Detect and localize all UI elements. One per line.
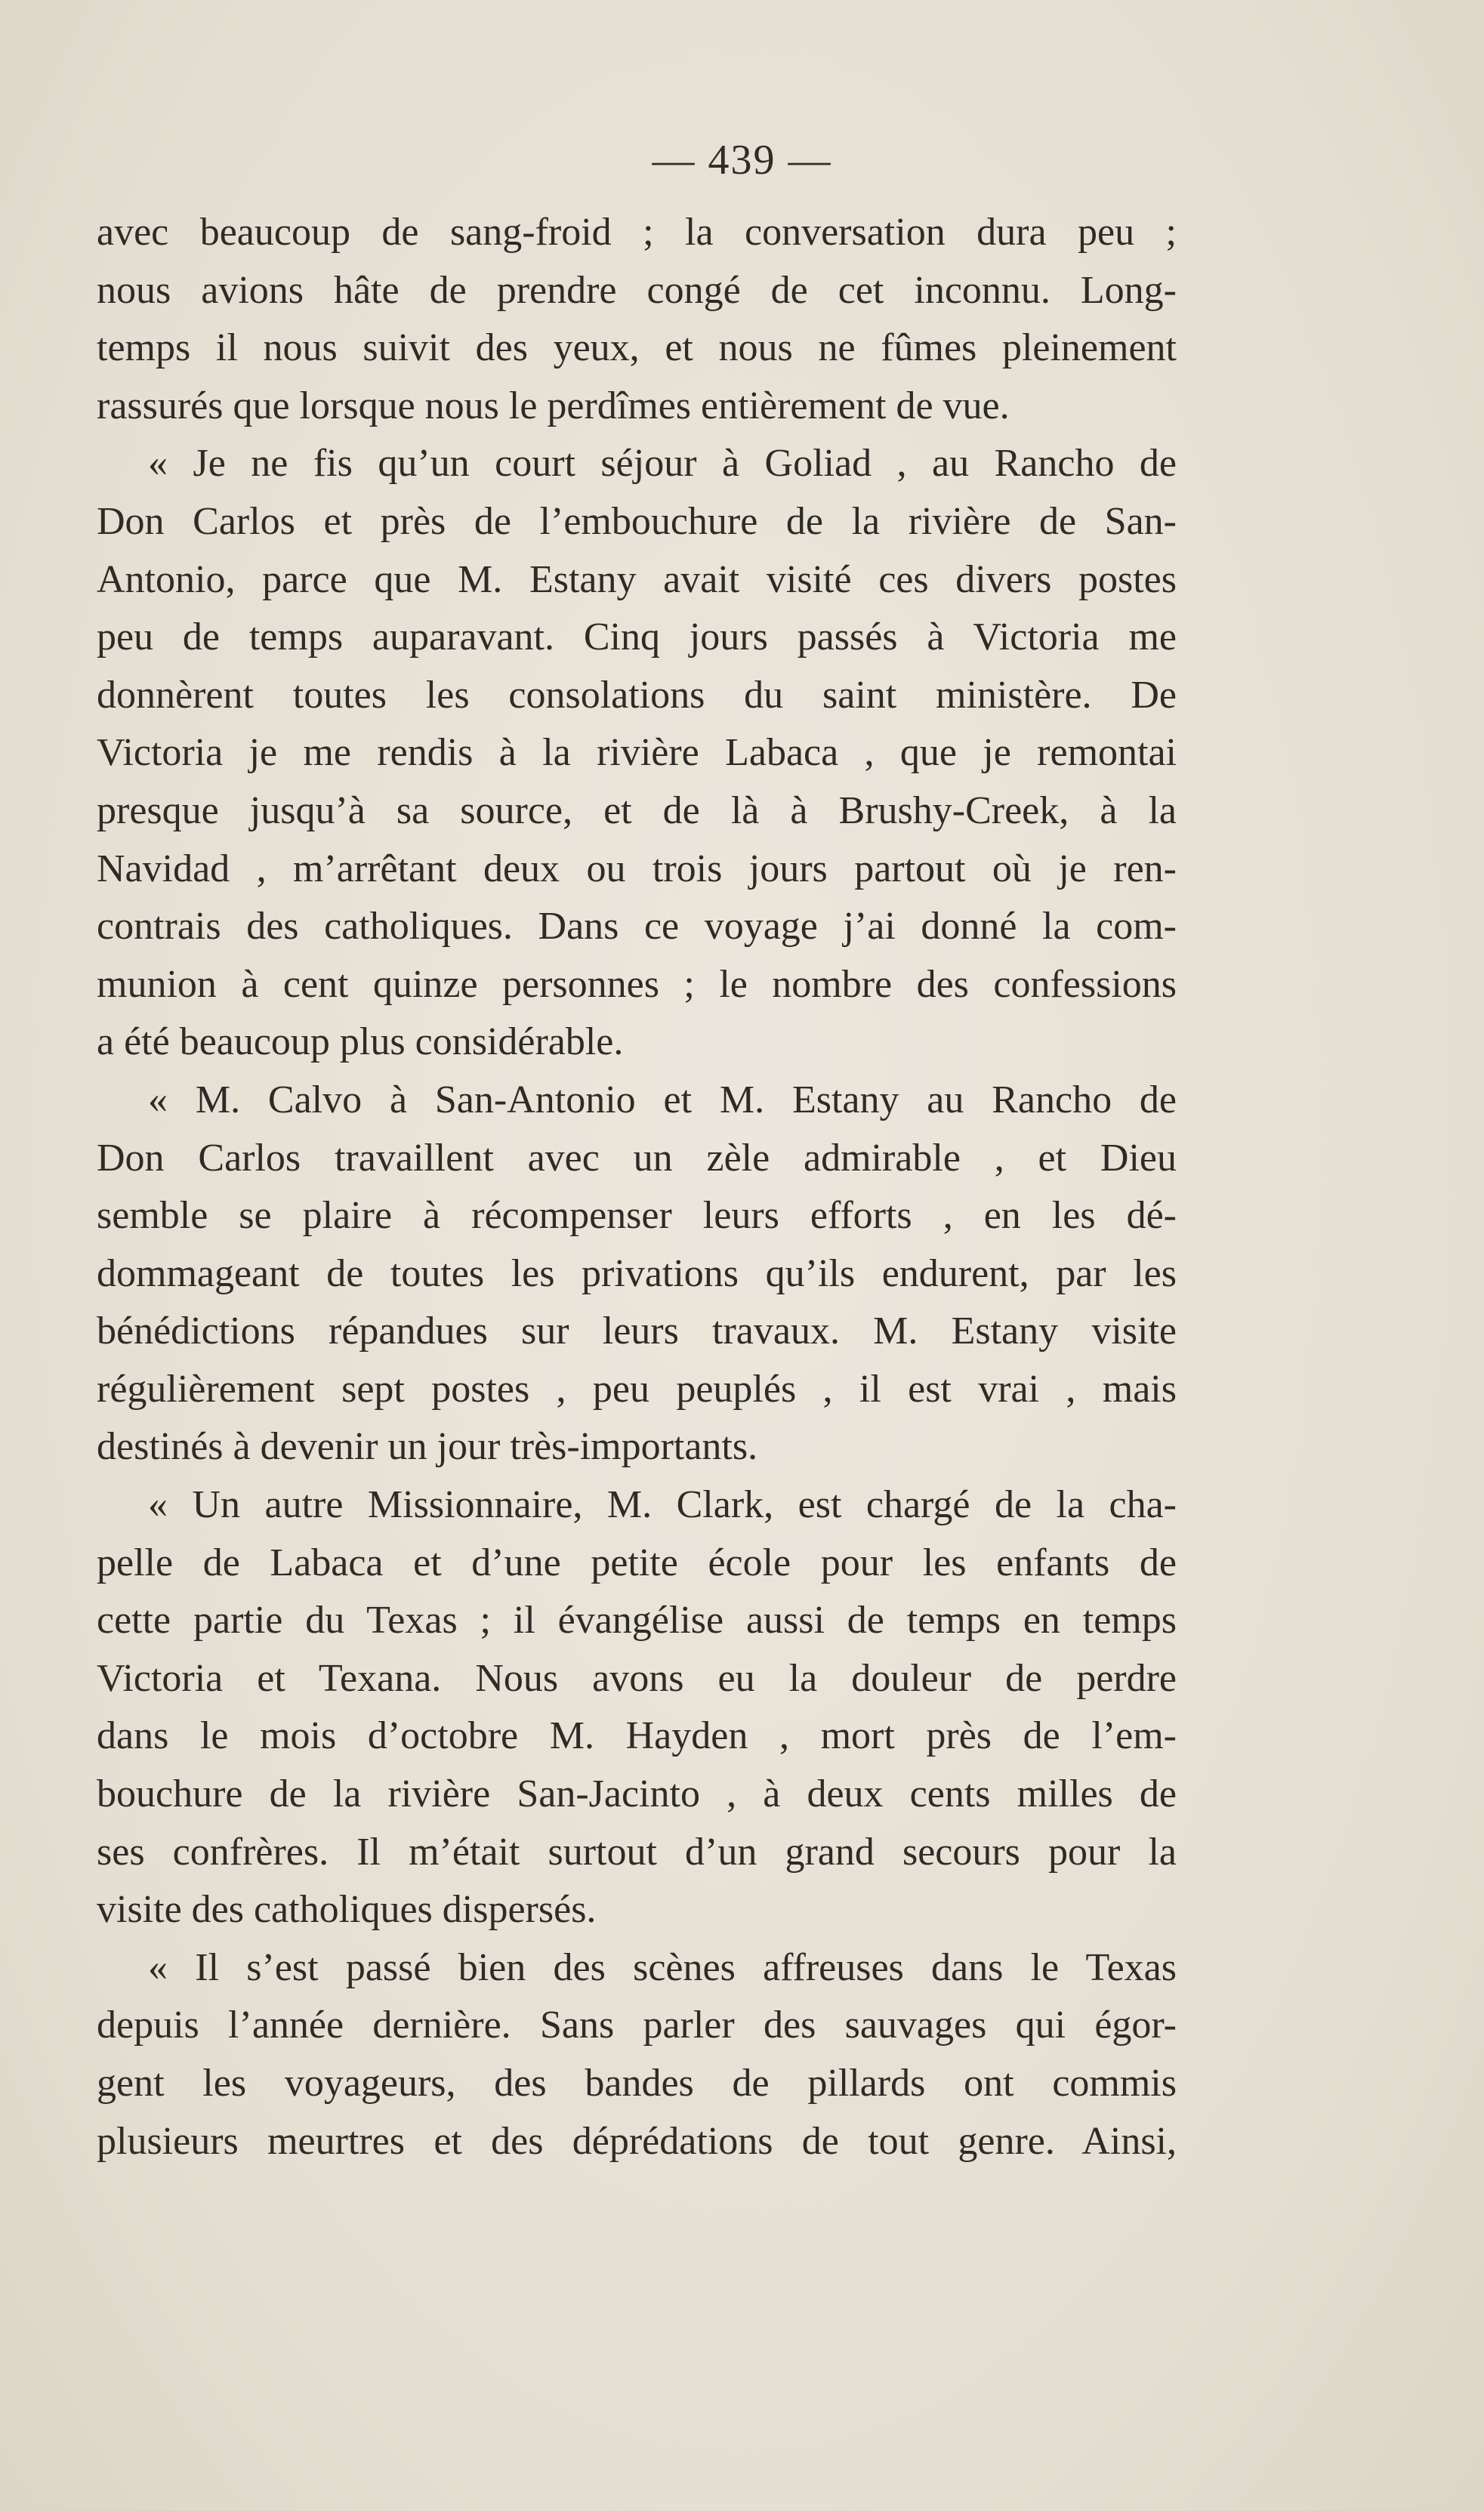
text-line: « M. Calvo à San-Antonio et M. Estany au Rancho de <box>148 1078 1177 1121</box>
text-line: « Il s’est passé bien des scènes affreuses dans le Texas <box>148 1945 1177 1989</box>
text-line: donnèrent toutes les consolations du saint ministère. De <box>97 673 1177 717</box>
text-line: Victoria je me rendis à la rivière Labaca , que je remontai <box>97 731 1177 775</box>
text-line: semble se plaire à récompenser leurs efforts , en les dé- <box>97 1194 1177 1238</box>
text-line: pelle de Labaca et d’une petite école pour les enfants de <box>97 1541 1177 1584</box>
text-line: gent les voyageurs, des bandes de pillards ont commis <box>97 2062 1177 2105</box>
text-line: dommageant de toutes les privations qu’ils endurent, par les <box>97 1251 1177 1295</box>
text-line: a été beaucoup plus considérable. <box>97 1020 624 1064</box>
page-number: — 439 — <box>652 137 832 184</box>
text-line: peu de temps auparavant. Cinq jours passés à Victoria me <box>97 615 1177 659</box>
text-line: Don Carlos travaillent avec un zèle admirable , et Dieu <box>97 1136 1177 1180</box>
text-line: « Je ne fis qu’un court séjour à Goliad , au Rancho de <box>148 442 1177 486</box>
text-line: bouchure de la rivière San-Jacinto , à deux cents milles de <box>97 1772 1177 1816</box>
text-line: Don Carlos et près de l’embouchure de la rivière de San- <box>97 499 1177 543</box>
text-line: régulièrement sept postes , peu peuplés , il est vrai , mais <box>97 1367 1177 1411</box>
text-line: nous avions hâte de prendre congé de cet inconnu. Long- <box>97 268 1177 312</box>
text-line: Antonio, parce que M. Estany avait visité ces divers postes <box>97 557 1177 601</box>
text-line: cette partie du Texas ; il évangélise aussi de temps en temps <box>97 1599 1177 1643</box>
text-line: plusieurs meurtres et des déprédations de tout genre. Ainsi, <box>97 2119 1177 2163</box>
text-line: temps il nous suivit des yeux, et nous ne fûmes pleinement <box>97 326 1177 370</box>
text-line: visite des catholiques dispersés. <box>97 1888 597 1932</box>
text-line: destinés à devenir un jour très-importants. <box>97 1425 758 1469</box>
text-line: presque jusqu’à sa source, et de là à Brushy-Creek, à la <box>97 788 1177 832</box>
text-line: « Un autre Missionnaire, M. Clark, est chargé de la cha- <box>148 1483 1177 1527</box>
text-line: rassurés que lorsque nous le perdîmes entièrement de vue. <box>97 384 1010 427</box>
text-line: dans le mois d’octobre M. Hayden , mort près de l’em- <box>97 1714 1177 1758</box>
text-line: Victoria et Texana. Nous avons eu la douleur de perdre <box>97 1656 1177 1700</box>
text-line: Navidad , m’arrêtant deux ou trois jours partout où je ren- <box>97 847 1177 890</box>
body-text <box>97 204 1177 2170</box>
text-line: ses confrères. Il m’était surtout d’un grand secours pour la <box>97 1830 1177 1874</box>
text-line: contrais des catholiques. Dans ce voyage j’ai donné la com- <box>97 905 1177 949</box>
text-line: bénédictions répandues sur leurs travaux. M. Estany visite <box>97 1309 1177 1353</box>
text-line: depuis l’année dernière. Sans parler des sauvages qui égor- <box>97 2004 1177 2047</box>
text-line: avec beaucoup de sang-froid ; la conversation dura peu ; <box>97 211 1177 254</box>
text-line: munion à cent quinze personnes ; le nombre des confessions <box>97 962 1177 1006</box>
